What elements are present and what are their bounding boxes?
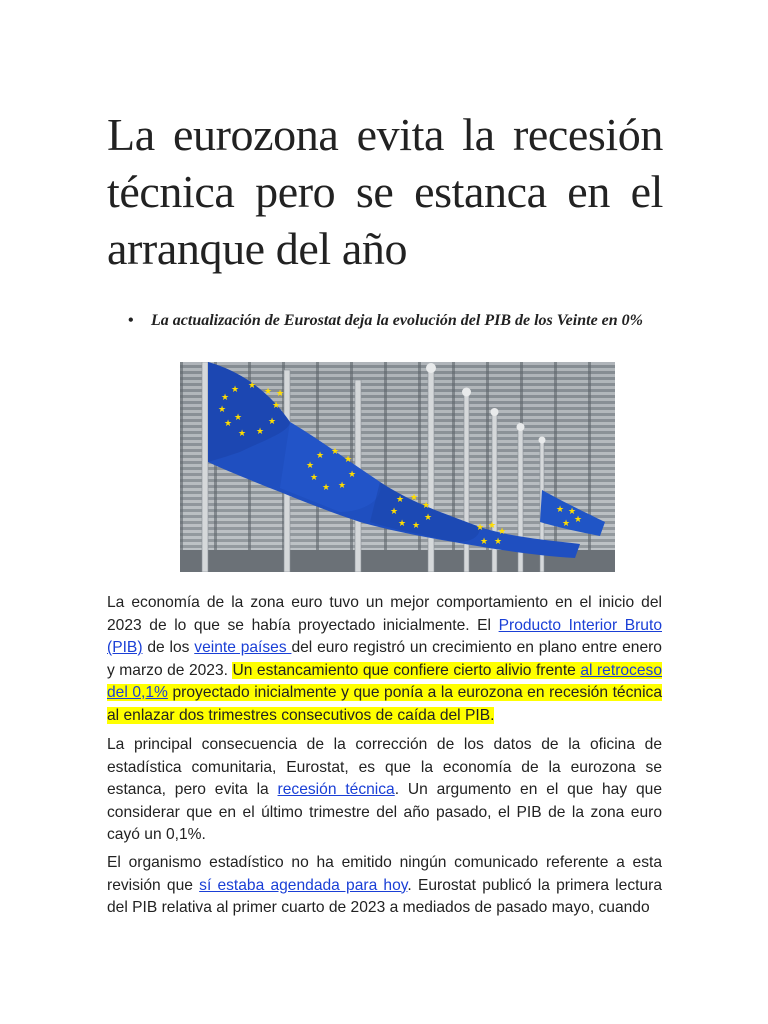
svg-text:★: ★ [220,393,230,403]
svg-text:★: ★ [217,405,227,415]
paragraph-1-text-a: La economía de la zona euro tuvo un mejor comportamiento en el inicio del 2023 de lo que se había proyectado inicialmente. El [107,594,662,634]
svg-text:★: ★ [561,519,571,529]
paragraph-2-text-b: . Un argumento en el que hay que considerar que en el último trimestre del año pasado, el PIB de la zona euro cayó un 0,1%. [107,781,662,843]
svg-text:★: ★ [397,519,407,529]
svg-text:★: ★ [567,507,577,517]
svg-text:★: ★ [479,537,489,547]
svg-text:★: ★ [343,455,353,465]
svg-text:★: ★ [555,505,565,515]
svg-text:★: ★ [389,507,399,517]
highlight-text-a: Un estancamiento que confiere cierto alivio frente [232,661,581,679]
eu-flags-photo [180,362,615,572]
paragraph-1 [107,592,662,727]
svg-text:★: ★ [337,481,347,491]
svg-text:★: ★ [263,387,273,397]
link-veinte-paises[interactable]: veinte países [194,639,292,656]
link-agendada[interactable]: sí estaba agendada para hoy [199,876,408,894]
paragraph-3-text-b: . Eurostat publicó la primera lectura del PIB relativa al primer cuarto de 2023 a mediados de pasado mayo, cuando [107,876,662,916]
subtitle-item [128,311,660,331]
paragraph-2 [107,734,662,847]
svg-text:★: ★ [237,429,247,439]
svg-text:★: ★ [421,501,431,511]
svg-text:★: ★ [497,527,507,537]
svg-text:★: ★ [315,451,325,461]
svg-text:★: ★ [573,515,583,525]
svg-text:★: ★ [423,513,433,523]
svg-text:★: ★ [409,493,419,503]
highlight-text-b: proyectado inicialmente y que ponía a la eurozona en recesión técnica al enlazar dos trimestres consecutivos de caída del PIB. [107,684,663,724]
article-subtitle: La actualización de Eurostat deja la evolución del PIB de los Veinte en 0% [151,312,643,329]
article-title: La eurozona evita la recesión técnica pero se estanca en el arranque del año [107,109,663,274]
link-retroceso[interactable]: al retroceso del 0,1% [107,661,662,701]
svg-text:★: ★ [395,495,405,505]
svg-text:★: ★ [233,413,243,423]
svg-text:★: ★ [309,473,319,483]
paragraph-3-text-a: El organismo estadístico no ha emitido ningún comunicado referente a esta revisión que [107,854,662,894]
svg-text:★: ★ [493,537,503,547]
svg-text:★: ★ [487,521,497,531]
svg-text:★: ★ [275,389,285,399]
svg-text:★: ★ [223,419,233,429]
paragraph-2-text-a: La principal consecuencia de la corrección de los datos de la oficina de estadística comunitaria, Eurostat, es que la economía de la eurozona se estanca, pero evita la [107,736,662,798]
svg-text:★: ★ [230,385,240,395]
svg-text:★: ★ [267,417,277,427]
bullet-icon: • [128,312,134,329]
svg-text:★: ★ [271,401,281,411]
svg-text:★: ★ [305,461,315,471]
svg-text:★: ★ [347,470,357,480]
subtitle-list [128,311,660,331]
svg-text:★: ★ [411,521,421,531]
svg-text:★: ★ [475,523,485,533]
svg-text:★: ★ [255,427,265,437]
link-recesion-tecnica[interactable]: recesión técnica [277,781,395,798]
paragraph-1-text-c: del euro registró un crecimiento en plano entre enero y marzo de 2023. [107,639,662,679]
svg-text:★: ★ [330,447,340,457]
paragraph-3 [107,852,662,920]
svg-text:★: ★ [247,381,257,391]
paragraph-1-text-b: de los [142,639,195,656]
svg-text:★: ★ [321,483,331,493]
link-producto-interior-bruto[interactable]: Producto Interior Bruto (PIB) [107,616,662,656]
